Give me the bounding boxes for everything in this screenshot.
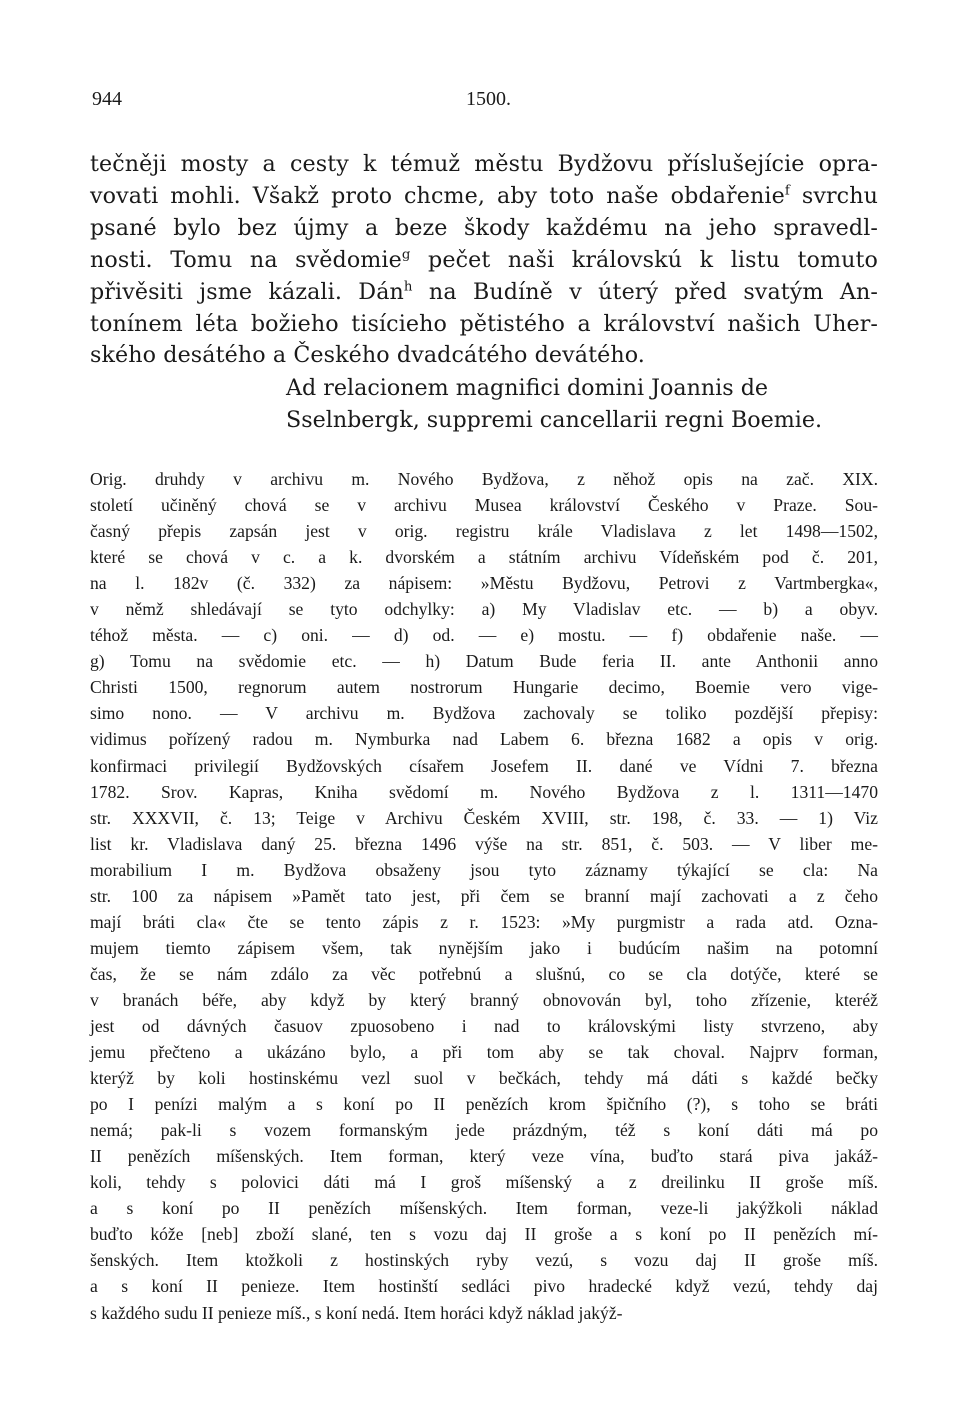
note-line: II penězích míšenských. Item forman, který veze vína, buďto stará piva jakáž- xyxy=(90,1146,878,1167)
body-line xyxy=(90,245,878,277)
body-line-text: na Budíně v úterý před svatým An- xyxy=(412,278,878,305)
body-line: psané bylo bez újmy a beze škody každému na jeho spravedl- xyxy=(90,214,878,241)
note-line: jest od dávných časuov zpuosobeno i nad to královskými listy stvrzeno, aby xyxy=(90,1015,878,1036)
note-line: list kr. Vladislava daný 25. března 1496 výše na str. 851, č. 503. — V liber me- xyxy=(90,833,878,854)
body-line xyxy=(90,181,878,213)
note-line: koli, tehdy s polovici dáti má I groš míšenský a z dreilinku II groše míš. xyxy=(90,1172,878,1193)
body-line-text: přivěsiti jsme kázali. Dán xyxy=(90,278,404,305)
body-line: tonínem léta božieho tisícieho pětistého a království našich Uher- xyxy=(90,310,878,337)
body-line-text: vovati mohli. Všakž proto chcme, aby toto naše obdařenie xyxy=(90,182,785,209)
note-line: vidimus pořízený radou m. Nymburka nad Labem 6. března 1682 a opis v orig. xyxy=(90,729,878,750)
note-line: konfirmaci privilegií Bydžovských císařem Josefem II. dané ve Vídni 7. března xyxy=(90,755,878,776)
note-line: mujem tiemto zápisem všem, tak nynějším jako i budúcím našim na potomní xyxy=(90,937,878,958)
footnote-marker: f xyxy=(784,183,790,199)
body-line xyxy=(90,277,878,309)
note-line: téhož města. — c) oni. — d) od. — e) mostu. — f) obdařenie naše. — xyxy=(90,625,878,646)
attribution-line: Ad relacionem magnifici domini Joannis de xyxy=(286,375,769,401)
note-line: čas, že se nám zdálo za věc potřebnú a slušnú, co se cla dotýče, které se xyxy=(90,963,878,984)
note-line: str. 100 za nápisem »Pamět tato jest, při čem se branní mají zachovati a z čeho xyxy=(90,885,878,906)
note-line: jemu přečteno a ukázáno bylo, a při tom aby se tak choval. Najprv forman, xyxy=(90,1042,878,1063)
note-line: mají bráti cla« čte se tento zápis z r. 1523: »My purgmistr a rada atd. Ozna- xyxy=(90,911,878,932)
note-line: Christi 1500, regnorum autem nostrorum Hungarie decimo, Boemie vero vige- xyxy=(90,677,878,698)
note-line: šenských. Item ktožkoli z hostinských ryby vezú, s vozu daj II groše míš. xyxy=(90,1250,878,1271)
note-line: v němž shledávají se tyto odchylky: a) My Vladislav etc. — b) a obyv. xyxy=(90,599,878,620)
running-year: 1500. xyxy=(466,88,511,110)
note-line: str. XXXVII, č. 13; Teige v Archivu Českém XVIII, str. 198, č. 33. — 1) Viz xyxy=(90,807,878,828)
note-line: buďto kóže [neb] zboží slané, ten s vozu daj II groše a s koní po II penězích mí- xyxy=(90,1224,878,1245)
document-body xyxy=(90,149,878,372)
note-line: časný přepis zapsán jest v orig. registru krále Vladislava z let 1498—1502, xyxy=(90,521,878,542)
body-line-text: svrchu xyxy=(789,182,878,209)
note-line: g) Tomu na svědomie etc. — h) Datum Bude feria II. ante Anthonii anno xyxy=(90,651,878,672)
note-line: Orig. druhdy v archivu m. Nového Bydžova, z něhož opis na zač. XIX. xyxy=(90,469,878,489)
body-line-text: pečet naši královskú k listu tomuto xyxy=(410,246,879,273)
page-header xyxy=(90,88,878,112)
note-line: morabilium I m. Bydžova obsaženy jsou tyto záznamy týkající se cla: Na xyxy=(90,859,878,880)
note-line: století učiněný chová se v archivu Musea království Českého v Praze. Sou- xyxy=(90,495,878,516)
note-line: a s koní po II penězích míšenských. Item forman, veze-li jakýžkoli náklad xyxy=(90,1198,878,1219)
note-line: a s koní II penieze. Item hostinští sedláci pivo hradecké když vezú, tehdy daj xyxy=(90,1276,878,1297)
body-line: ského desátého a Českého dvadcátého devátého. xyxy=(90,342,645,369)
note-line: které se chová v c. a k. dvorském a státním archivu Vídeňském pod č. 201, xyxy=(90,547,878,568)
attribution xyxy=(286,372,878,436)
note-line: na l. 182v (č. 332) za nápisem: »Městu Bydžovu, Petrovi z Vartmbergka«, xyxy=(90,573,878,594)
note-line: kterýž by koli hostinskému vezl suol v bečkách, tehdy má dáti s každé bečky xyxy=(90,1068,878,1089)
note-line: v branách béře, aby když by který branný obnovován byl, toho zřízenie, kteréž xyxy=(90,989,878,1010)
footnote-marker: h xyxy=(403,279,413,295)
page-number: 944 xyxy=(92,88,122,110)
note-line: po I penízi malým a s koní po II penězích krom špičního (?), s toho se bráti xyxy=(90,1094,878,1115)
body-line: tečněji mosty a cesty k témuž městu Bydžovu příslušejície opra- xyxy=(90,151,878,177)
footnote-marker: g xyxy=(401,247,411,263)
body-line-text: nosti. Tomu na svědomie xyxy=(90,246,402,273)
attribution-line: Sselnbergk, suppremi cancellarii regni Boemie. xyxy=(286,407,823,433)
notes-section xyxy=(90,466,878,1326)
note-line: s každého sudu II penieze míš., s koní nedá. Item horáci když náklad jakýž- xyxy=(90,1302,623,1323)
note-line: simo nono. — V archivu m. Bydžova zachovaly se toliko pozdější přepisy: xyxy=(90,703,878,724)
note-line: nemá; pak-li s vozem formanským jede prázdným, též s koní dáti má po xyxy=(90,1120,878,1141)
note-line: 1782. Srov. Kapras, Kniha svědomí m. Nového Bydžova z l. 1311—1470 xyxy=(90,781,878,802)
